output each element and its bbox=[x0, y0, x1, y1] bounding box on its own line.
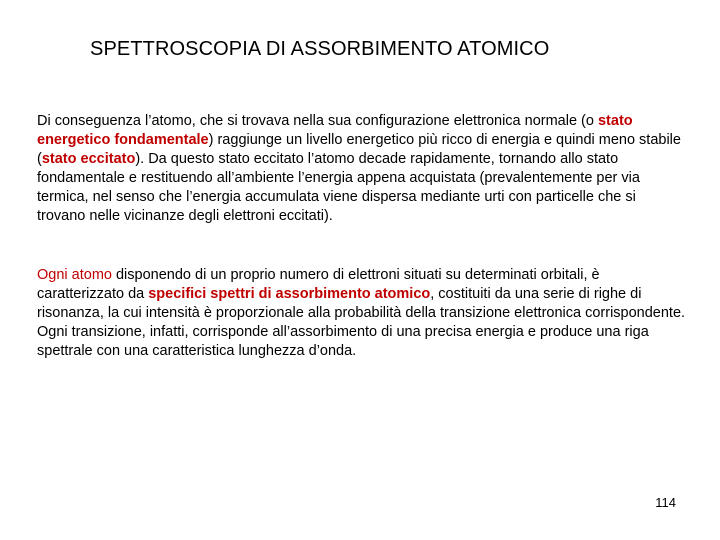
paragraph-excited-state bbox=[37, 112, 687, 226]
paragraph-text: Di conseguenza l’atomo, che si trovava nella sua configurazione elettronica normale (o bbox=[37, 113, 598, 129]
highlight-ground-state: stato energetico fondamentale bbox=[37, 113, 633, 148]
highlight-every-atom: Ogni atomo bbox=[37, 267, 112, 283]
paragraph-text: , costituiti da una serie di righe di risonanza, la cui intensità è proporzionale alla probabilità della transizione elettronica corrispondente. bbox=[37, 286, 686, 321]
paragraph-text: Ogni transizione, infatti, corrisponde all’assorbimento di una precisa energia e produce una riga spettrale con una caratteristica lunghezza d’onda. bbox=[37, 324, 649, 359]
page-number: 114 bbox=[655, 495, 676, 510]
paragraph-text: ) raggiunge un livello energetico più ricco di energia e quindi meno stabile ( bbox=[37, 132, 681, 167]
highlight-specific-spectra: specifici spettri di assorbimento atomico bbox=[148, 286, 431, 302]
paragraph-text: disponendo di un proprio numero di elettroni situati su determinati orbitali, è caratterizzato da bbox=[37, 267, 600, 302]
paragraph-text: ). Da questo stato eccitato l’atomo decade rapidamente, tornando allo stato fondamentale e restituendo all’ambiente l’energia appena acquistata (prevalentemente per via termica, nel senso che l’energia accumulata viene dispersa mediante urti con particelle che si trovano nelle vicinanze degli elettroni eccitati). bbox=[37, 151, 640, 224]
slide-title: SPETTROSCOPIA DI ASSORBIMENTO ATOMICO bbox=[90, 38, 550, 60]
paragraph-absorption-spectra bbox=[37, 266, 687, 361]
highlight-excited-state: stato eccitato bbox=[41, 151, 136, 167]
